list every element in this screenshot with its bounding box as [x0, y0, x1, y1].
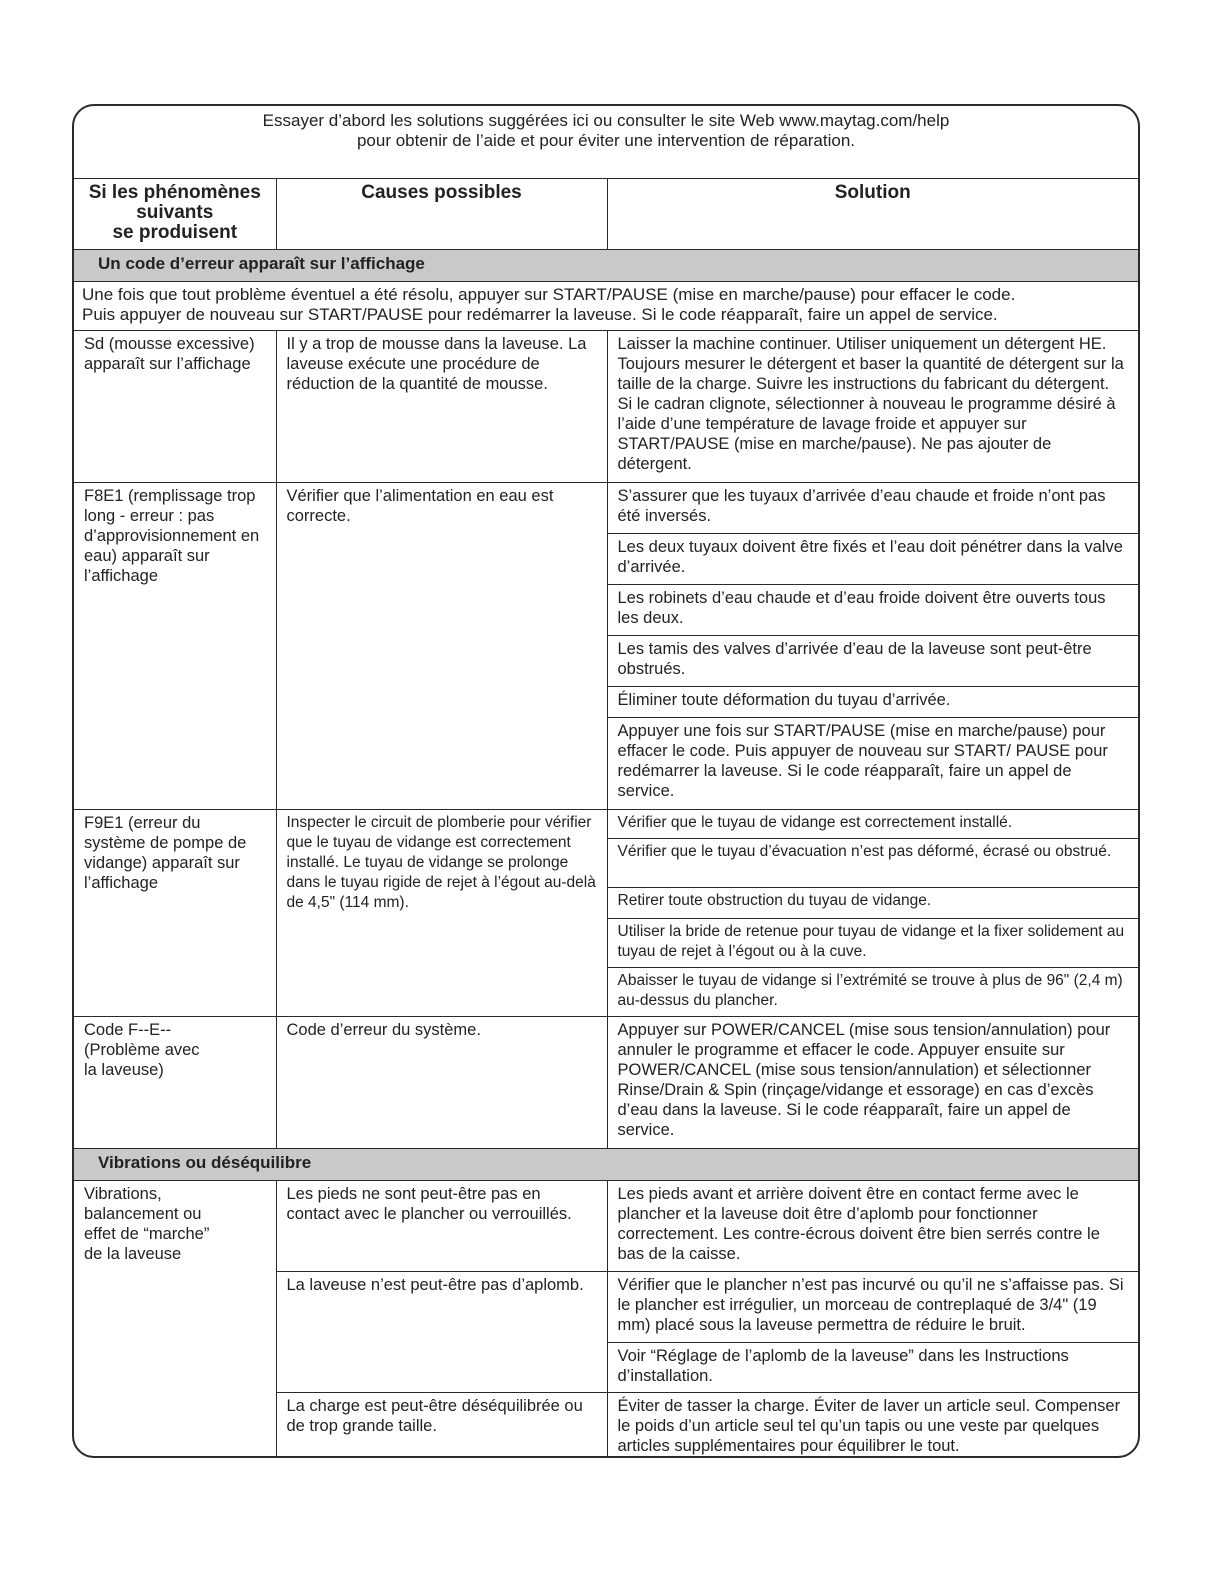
header-causes: Causes possibles	[276, 179, 607, 250]
symptom-f9e1: F9E1 (erreur du système de pompe de vidange) apparaît sur l’affichage	[74, 810, 276, 1017]
table-row	[74, 331, 1138, 483]
symptom-sd: Sd (mousse excessive) apparaît sur l’affichage	[74, 331, 276, 483]
symptom-vibrations-line-3: effet de “marche”	[84, 1225, 210, 1243]
solution-f9e1: Vérifier que le tuyau de vidange est correctement installé.	[607, 810, 1138, 839]
symptom-vibrations-line-1: Vibrations,	[84, 1185, 162, 1203]
solution-f8e1: Appuyer une fois sur START/PAUSE (mise en marche/pause) pour effacer le code. Puis appuyer de nouveau sur START/ PAUSE pour redémarrer la laveuse. Si le code réapparaît, faire un appel de service.	[607, 718, 1138, 810]
intro-row	[74, 106, 1138, 179]
table-row	[74, 483, 1138, 534]
header-symptoms	[74, 179, 276, 250]
solution-f9e1: Utiliser la bride de retenue pour tuyau de vidange et la fixer solidement au tuyau de rejet à l’égout ou à la cuve.	[607, 919, 1138, 968]
symptom-f8e1: F8E1 (remplissage trop long - erreur : pas d’approvisionnement en eau) apparaît sur l’affichage	[74, 483, 276, 810]
symptom-vibrations-line-2: balancement ou	[84, 1205, 202, 1223]
header-symptoms-line-1: Si les phénomènes	[88, 182, 261, 203]
cause-f8e1: Vérifier que l’alimentation en eau est correcte.	[276, 483, 607, 810]
header-row	[74, 179, 1138, 250]
header-symptoms-line-3: se produisent	[112, 222, 238, 243]
intro-text	[74, 106, 1138, 179]
error-code-note	[74, 282, 1138, 331]
cause-code-fe: Code d’erreur du système.	[276, 1017, 607, 1149]
solution-f8e1: Les tamis des valves d’arrivée d’eau de la laveuse sont peut-être obstrués.	[607, 636, 1138, 687]
solution-f9e1: Retirer toute obstruction du tuyau de vidange.	[607, 888, 1138, 919]
solution-f8e1: Éliminer toute déformation du tuyau d’arrivée.	[607, 687, 1138, 718]
section-title-vibrations: Vibrations ou déséquilibre	[74, 1149, 1138, 1181]
cause-level: La laveuse n’est peut-être pas d’aplomb.	[276, 1272, 607, 1393]
solution-leveling-instructions: Voir “Réglage de l’aplomb de la laveuse” dans les Instructions d’installation.	[607, 1343, 1138, 1393]
note-row	[74, 282, 1138, 331]
section-row-error-code	[74, 250, 1138, 282]
troubleshooting-table-frame	[72, 104, 1140, 1458]
table-row	[74, 1017, 1138, 1149]
solution-code-fe: Appuyer sur POWER/CANCEL (mise sous tension/annulation) pour annuler le programme et effacer le code. Appuyer ensuite sur POWER/CANCEL (mise sous tension/annulation) et sélectionner Rinse/Drain & Spin (rinçage/vidange et essorage) en cas d’excès d’eau dans la laveuse. Si le code réapparaît, faire un appel de service.	[607, 1017, 1138, 1149]
solution-f8e1: S’assurer que les tuyaux d’arrivée d’eau chaude et froide n’ont pas été inversés.	[607, 483, 1138, 534]
error-note-line-2: Puis appuyer de nouveau sur START/PAUSE pour redémarrer la laveuse. Si le code réapparaît, faire un appel de service.	[82, 305, 998, 324]
troubleshooting-table	[74, 106, 1138, 1458]
table-row	[74, 810, 1138, 839]
intro-line-2: pour obtenir de l’aide et pour éviter une intervention de réparation.	[356, 131, 856, 150]
solution-load: Éviter de tasser la charge. Éviter de laver un article seul. Compenser le poids d’un article seul tel qu’un tapis ou une veste par quelques articles supplémentaires pour équilibrer le tout.	[607, 1393, 1138, 1459]
cause-f9e1: Inspecter le circuit de plomberie pour vérifier que le tuyau de vidange est correctement installé. Le tuyau de vidange se prolonge dans le tuyau rigide de rejet à l’égout au-delà de 4,5" (114 mm).	[276, 810, 607, 1017]
solution-f8e1: Les robinets d’eau chaude et d’eau froide doivent être ouverts tous les deux.	[607, 585, 1138, 636]
symptom-code-fe-line-3: la laveuse)	[84, 1061, 164, 1079]
intro-line-1: Essayer d’abord les solutions suggérées ici ou consulter le site Web www.maytag.com/help	[262, 111, 950, 130]
solution-sd: Laisser la machine continuer. Utiliser uniquement un détergent HE. Toujours mesurer le détergent et baser la quantité de détergent sur la taille de la charge. Suivre les instructions du fabricant du détergent. Si le cadran clignote, sélectionner à nouveau le programme désiré à l’aide d’une température de lavage froide et appuyer sur START/PAUSE (mise en marche/pause). Ne pas ajouter de détergent.	[607, 331, 1138, 483]
symptom-vibrations	[74, 1181, 276, 1459]
cause-feet: Les pieds ne sont peut-être pas en contact avec le plancher ou verrouillés.	[276, 1181, 607, 1272]
solution-f9e1: Abaisser le tuyau de vidange si l’extrémité se trouve à plus de 96" (2,4 m) au-dessus du plancher.	[607, 968, 1138, 1017]
cause-load: La charge est peut-être déséquilibrée ou de trop grande taille.	[276, 1393, 607, 1459]
solution-feet: Les pieds avant et arrière doivent être en contact ferme avec le plancher et la laveuse doit être d’aplomb pour fonctionner correctement. Les contre-écrous doivent être bien serrés contre le bas de la caisse.	[607, 1181, 1138, 1272]
cause-sd: Il y a trop de mousse dans la laveuse. La laveuse exécute une procédure de réduction de la quantité de mousse.	[276, 331, 607, 483]
solution-f8e1: Les deux tuyaux doivent être fixés et l’eau doit pénétrer dans la valve d’arrivée.	[607, 534, 1138, 585]
header-symptoms-line-2: suivants	[136, 202, 214, 223]
symptom-vibrations-line-4: de la laveuse	[84, 1245, 182, 1263]
error-note-line-1: Une fois que tout problème éventuel a été résolu, appuyer sur START/PAUSE (mise en marche/pause) pour effacer le code.	[82, 285, 1016, 304]
section-title-error-code: Un code d’erreur apparaît sur l’affichage	[74, 250, 1138, 282]
header-solution: Solution	[607, 179, 1138, 250]
table-row	[74, 1181, 1138, 1272]
solution-f9e1: Vérifier que le tuyau d’évacuation n’est pas déformé, écrasé ou obstrué.	[607, 839, 1138, 888]
symptom-code-fe-line-2: (Problème avec	[84, 1041, 200, 1059]
symptom-code-fe-line-1: Code F--E--	[84, 1021, 172, 1039]
symptom-code-fe	[74, 1017, 276, 1149]
solution-floor: Vérifier que le plancher n’est pas incurvé ou qu’il ne s’affaisse pas. Si le plancher est irrégulier, un morceau de contreplaqué de 3/4" (19 mm) placé sous la laveuse permettra de réduire le bruit.	[607, 1272, 1138, 1343]
section-row-vibrations	[74, 1149, 1138, 1181]
